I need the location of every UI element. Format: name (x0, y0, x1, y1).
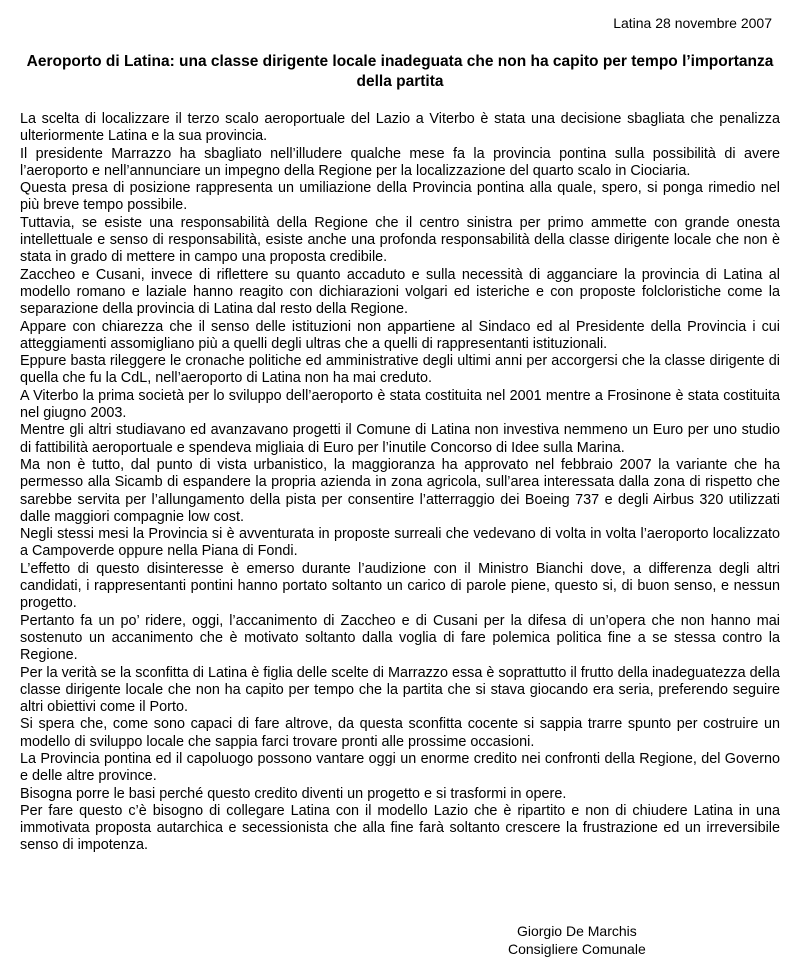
document-title: Aeroporto di Latina: una classe dirigente locale inadeguata che non ha capito per tempo l’importanza della partita (26, 53, 774, 90)
paragraph: Per fare questo c’è bisogno di collegare Latina con il modello Lazio che è ripartito e non di chiudere Latina in una immotivata proposta autarchica e secessionista che alla fine farà soltanto crescere la frustrazione ed un irreversibile senso di impotenza. (20, 802, 780, 854)
signature-block (508, 922, 646, 958)
paragraph: La scelta di localizzare il terzo scalo aeroportuale del Lazio a Viterbo è stata una decisione sbagliata che penalizza ulteriormente Latina e la sua provincia. (20, 111, 780, 145)
paragraph: Mentre gli altri studiavano ed avanzavano progetti il Comune di Latina non investiva nemmeno un Euro per uno studio di fattibilità aeroportuale e spendeva migliaia di Euro per l’inutile Concorso di Idee sulla Marina. (20, 422, 780, 456)
paragraph: Negli stessi mesi la Provincia si è avventurata in proposte surreali che vedevano di volta in volta l’aeroporto localizzato a Campoverde oppure nella Piana di Fondi. (20, 526, 780, 560)
signature-name: Giorgio De Marchis (516, 923, 637, 939)
paragraph: Per la verità se la sconfitta di Latina è figlia delle scelte di Marrazzo essa è soprattutto il frutto della inadeguatezza della classe dirigente locale che non ha capito per tempo che la partita che si stava giocando era seria, preferendo seguire altri obiettivi come il Porto. (20, 664, 780, 716)
paragraph: Pertanto fa un po’ ridere, oggi, l’accanimento di Zaccheo e di Cusani per la difesa di un’opera che non hanno mai sostenuto un accanimento che è motivato soltanto dalla voglia di fare polemica politica fine a se stessa contro la Regione. (20, 612, 780, 664)
paragraph: Si spera che, come sono capaci di fare altrove, da questa sconfitta cocente si sappia trarre spunto per costruire un modello di sviluppo locale che sappia farci trovare pronti alle prossime occasioni. (20, 716, 780, 750)
signature-role: Consigliere Comunale (508, 941, 646, 957)
paragraph: Zaccheo e Cusani, invece di riflettere su quanto accaduto e sulla necessità di agganciare la provincia di Latina al modello romano e laziale hanno reagito con dichiarazioni volgari ed isteriche e con proposte folcloristiche come la separazione della provincia di Latina dal resto della Regione. (20, 266, 780, 318)
paragraph: Il presidente Marrazzo ha sbagliato nell’illudere qualche mese fa la provincia pontina sulla possibilità di avere l’aeroporto e nell’annunciare un impegno della Regione per la localizzazione del quarto scalo in Ciociaria. (20, 145, 780, 179)
document-body (20, 111, 780, 855)
paragraph: Ma non è tutto, dal punto di vista urbanistico, la maggioranza ha approvato nel febbraio 2007 la variante che ha permesso alla Sicamb di espandere la propria azienda in zona agricola, sull’area interessata dalla zona di rispetto che sarebbe servita per l’allungamento della pista per consentire l’atterraggio dei Boeing 737 e degli Airbus 320 utilizzati dalle maggiori compagnie low cost. (20, 456, 780, 525)
paragraph: A Viterbo la prima società per lo sviluppo dell’aeroporto è stata costituita nel 2001 mentre a Frosinone è stata costituita nel giugno 2003. (20, 387, 780, 422)
paragraph: La Provincia pontina ed il capoluogo possono vantare oggi un enorme credito nei confronti della Regione, del Governo e delle altre province. (20, 750, 780, 785)
paragraph: Bisogna porre le basi perché questo credito diventi un progetto e si trasformi in opere. (20, 785, 567, 802)
paragraph: L’effetto di questo disinteresse è emerso durante l’audizione con il Ministro Bianchi dove, a differenza degli altri candidati, i rappresentanti pontini hanno portato soltanto un carico di parole piene, questo si, di buon senso, e nessun progetto. (20, 560, 780, 612)
paragraph: Tuttavia, se esiste una responsabilità della Regione che il centro sinistra per primo ammette con grande onesta intellettuale e senso di responsabilità, esiste anche una profonda responsabilità della classe dirigente locale che non è stata in grado di mettere in campo una proposta credibile. (20, 214, 780, 266)
paragraph: Appare con chiarezza che il senso delle istituzioni non appartiene al Sindaco ed al Presidente della Provincia i cui atteggiamenti assomigliano più a quelli degli ultras che a quelli di rappresentanti istituzionali. (20, 318, 780, 352)
paragraph: Eppure basta rileggere le cronache politiche ed amministrative degli ultimi anni per accorgersi che la classe dirigente di quella che fu la CdL, nell’aeroporto di Latina non ha mai creduto. (20, 353, 780, 387)
document-date: Latina 28 novembre 2007 (613, 15, 772, 31)
paragraph: Questa presa di posizione rappresenta un umiliazione della Provincia pontina alla quale, spero, si ponga rimedio nel più breve tempo possibile. (20, 180, 780, 214)
